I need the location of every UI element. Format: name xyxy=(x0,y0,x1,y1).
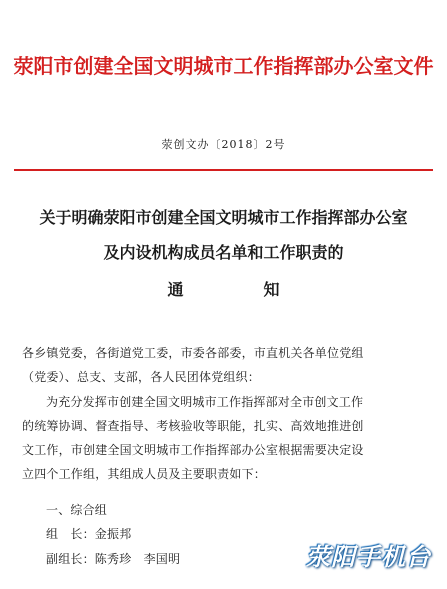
notice-title-line-3: 通知 xyxy=(167,280,360,299)
red-divider-rule xyxy=(14,169,433,171)
section-heading-comprehensive-group: 一、综合组 xyxy=(46,503,108,517)
deputy-leader-line: 副组长：陈秀珍 李国明 xyxy=(46,552,181,566)
body-paragraph-line-1: 为充分发挥市创建全国文明城市工作指挥部对全市创文工作 xyxy=(46,395,364,409)
watermark-logo: 荥阳手机台 xyxy=(306,543,431,571)
body-paragraph-line-4: 立四个工作组，其组成人员及主要职责如下： xyxy=(22,467,267,481)
recipients-line-2: （党委）、总支、支部，各人民团体党组织： xyxy=(22,370,261,384)
group-leader-line: 组 长：金振邦 xyxy=(46,527,132,541)
body-paragraph-line-2: 的统筹协调、督查指导、考核验收等职能，扎实、高效地推进创 xyxy=(22,419,364,433)
document-number: 荥创文办〔2018〕2号 xyxy=(161,138,286,151)
recipients-line-1: 各乡镇党委，各街道党工委，市委各部委，市直机关各单位党组 xyxy=(22,346,364,360)
body-paragraph-line-3: 文工作，市创建全国文明城市工作指挥部办公室根据需要决定设 xyxy=(22,443,364,457)
issuer-header: 荥阳市创建全国文明城市工作指挥部办公室文件 xyxy=(13,54,434,78)
notice-title-line-2: 及内设机构成员名单和工作职责的 xyxy=(103,243,344,262)
notice-title-line-1: 关于明确荥阳市创建全国文明城市工作指挥部办公室 xyxy=(39,208,408,227)
